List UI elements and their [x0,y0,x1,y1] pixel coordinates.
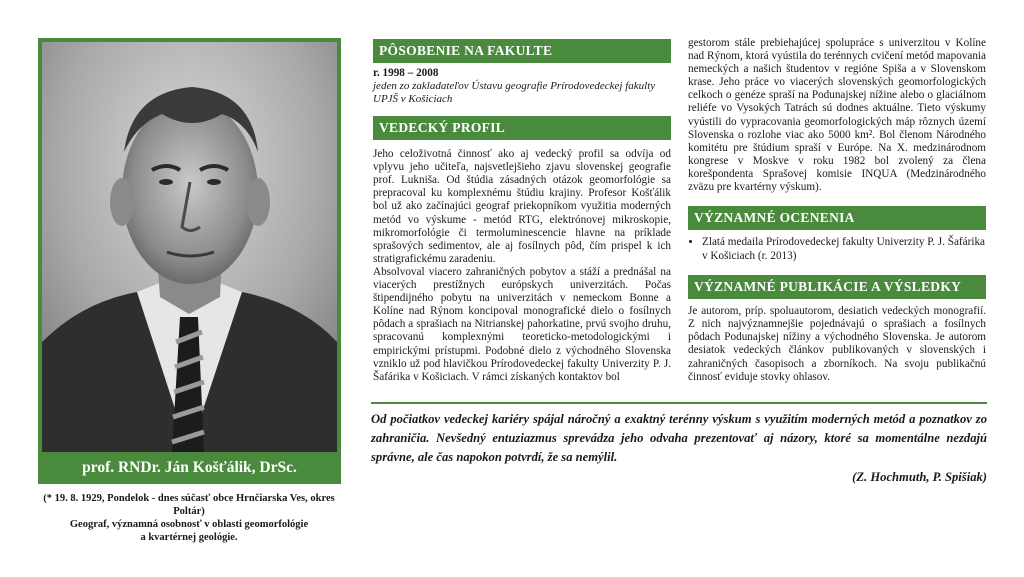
faculty-heading: PÔSOBENIE NA FAKULTE [373,39,671,63]
faculty-section [373,67,671,106]
portrait-frame [38,38,341,484]
awards-list [688,236,986,263]
award-item: • Zlatá medaila Prírodovedeckej fakulty Univerzity P. J. Šafárika v Košiciach (r. 2013) [702,236,986,263]
right-column [688,37,986,384]
profile-heading: VEDECKÝ PROFIL [373,116,671,140]
role-line-1: Geograf, významná osobnosť v oblasti geomorfológie [69,519,309,530]
portrait-photo [42,42,337,452]
portrait-bio [30,492,348,544]
publications-text: Je autorom, príp. spoluautorom, desiatich vedeckých monografií. Z nich najvýznamnejšie pojednávajú o sprašiach a fosílnych pôdach Podunajskej nížiny a východného Slovenska. Je autorom desiatok vedeckých článkov publikovaných v slovenských i zahraničných časopisoch a zborníkoch. Na svoju publikačnú činnosť eviduje stovky ohlasov. [688,305,986,383]
role-line-2: a kvartérnej geológie. [140,532,238,543]
profile-paragraph-3: gestorom stále prebiehajúcej spolupráce s univerzitou v Kolíne nad Rýnom, ktorá vyústila do terénnych cvičení metód mapovania nemeckých a našich študentov v regióne Spiša a v Slovenskom krase. Jeho práce vo viacerých slovenských geomorfologických celkoch o genéze spraší na Podunajskej nížine alebo o glaciálnom reliéfe vo Vysokých Tatrách sú dodnes aktuálne. Tieto výskumy vyústili do vypracovania geomorfologických máp rôznych území Slovenska o rozlohe viac ako 5000 km². Bol členom Národného komitétu pre štúdium spraší v Európe. Na X. medzinárodnom kongrese v Moskve v roku 1982 bol zvolený za člena korešpondenta Sprašovej komisie INQUA (Medzinárodného zväzu pre kvartérny výskum). [688,37,986,194]
profile-paragraph-1: Jeho celoživotná činnosť ako aj vedecký profil sa odvíja od vplyvu jeho učiteľa, najsvetlejšieho zjavu slovenskej geografie prof. Lukniša. Od štúdia zásadných otázok geomorfológie sa prepracoval ku komplexnému štúdiu krajiny. Profesor Košťálik bol už ako začínajúci geograf priekopníkom využitia moderných metód vo výskume - metód RTG, elektrónovej mikroskopie, mikromorfológie či termoluminescencie hlavne na príklade sprašových sedimentov, ale aj fosílnych pôd, čím prispel k ich stratigrafickému zaradeniu. [373,148,671,265]
faculty-text-2: UPJŠ v Košiciach [373,93,453,106]
quote-author: (Z. Hochmuth, P. Spišiak) [852,470,987,484]
portrait-image [42,42,337,452]
portrait-name: prof. RNDr. Ján Košťálik, DrSc. [82,459,297,476]
quote-text: Od počiatkov vedeckej kariéry spájal náročný a exaktný terénny výskum s využitím moderných metód a poznatkov zo zahraničia. Nevšedný entuziazmus sprevádza jeho odvaha prezentovať aj názory, ktoré sa momentálne nezdajú správne, ale čas napokon potvrdí, že sa nemýlil. [371,412,987,464]
faculty-text-1: jeden zo zakladateľov Ústavu geografie Prírodovedeckej fakulty [373,80,656,93]
publications-heading: VÝZNAMNÉ PUBLIKÁCIE A VÝSLEDKY [688,275,986,299]
profile-paragraph-2: Absolvoval viacero zahraničných pobytov a stáží a prednášal na viacerých prestížnych európskych univerzitách. Počas štipendijného pobytu na univerzitách v nemeckom Bonne a Kolíne nad Rýnom koncipoval monografické dielo o fosílnych pôdach a sprašiach na Nitrianskej pahorkatine, prvú svojho druhu, spracovanú komplexnými teoreticko-metodologickými i empirickými prístupmi. Podobné dielo z východného Slovenska vzniklo už pod hlavičkou Prírodovedeckej fakulty Univerzity P. J. Šafárika v Košiciach. V rámci získaných kontaktov bol [373,265,671,383]
quote-divider [371,402,987,404]
middle-column [373,39,671,384]
birth-dates: (* 19. 8. 1929, Pondelok - dnes súčasť obce Hrnčiarska Ves, okres Poltár) [43,493,335,517]
faculty-years: r. 1998 – 2008 [373,67,439,79]
awards-heading: VÝZNAMNÉ OCENENIA [688,206,986,230]
